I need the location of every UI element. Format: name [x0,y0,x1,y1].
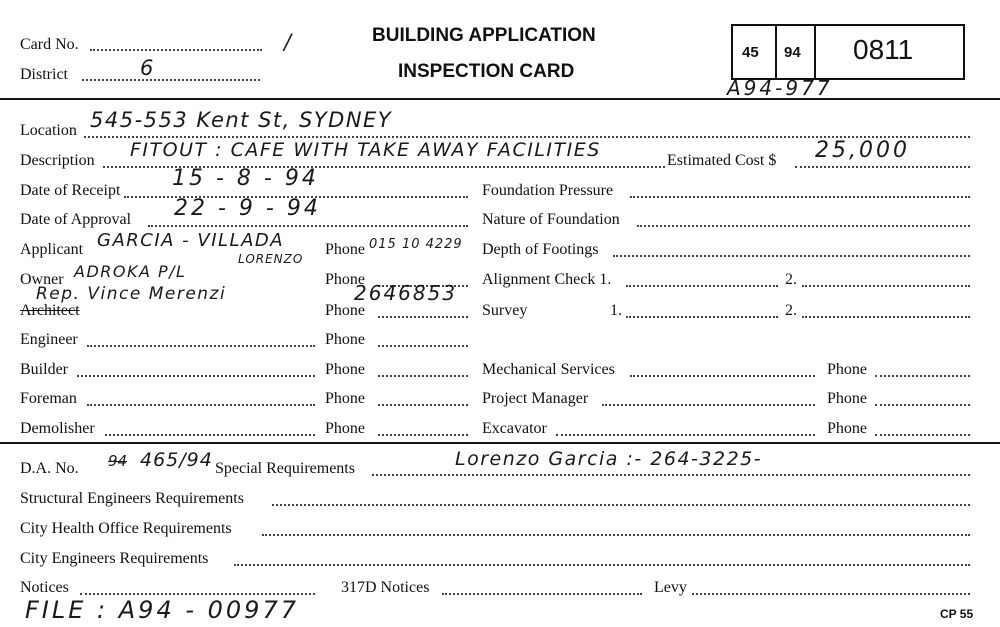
special-req-value: Lorenzo Garcia :- 264-3225- [455,448,763,470]
builder-phone-label: Phone [325,361,365,378]
demolisher-phone-line [378,434,468,436]
nature-foundation-label: Nature of Foundation [482,211,620,228]
notices-317d-label: 317D Notices [341,579,430,596]
city-health-label: City Health Office Requirements [20,520,232,537]
da-no-value: 465/94 [140,449,213,471]
demolisher-phone-label: Phone [325,420,365,437]
notices-label: Notices [20,579,69,596]
foreman-phone-line [378,404,468,406]
architect-phone-line [378,316,468,318]
notices-line [80,593,315,595]
estimated-cost-value: 25,000 [815,138,910,163]
owner-label: Owner [20,271,64,288]
project-manager-line [602,404,815,406]
structural-line [272,504,970,506]
survey-1: 1. [610,302,622,319]
alignment-check-line-1 [626,285,778,287]
engineer-phone-line [378,345,468,347]
owner-phone-value: 2646853 [354,281,458,305]
city-eng-line [234,564,970,566]
card-title-line1: BUILDING APPLICATION [372,25,596,46]
card-no-label: Card No. [20,36,79,53]
mech-phone-label: Phone [827,361,867,378]
district-label: District [20,66,68,83]
builder-phone-line [378,375,468,377]
card-title-line2: INSPECTION CARD [398,61,575,82]
card-no-line [90,49,262,51]
survey-line-1 [626,316,778,318]
district-value: 6 [140,56,155,80]
mech-phone-line [875,375,970,377]
exc-phone-line [875,434,970,436]
pm-phone-label: Phone [827,390,867,407]
special-req-label: Special Requirements [215,460,355,477]
location-value: 545-553 Kent St, SYDNEY [90,108,393,132]
applicant-extra: LORENZO [238,252,304,266]
engineer-phone-label: Phone [325,331,365,348]
ref-handwritten: A94-977 [727,76,833,100]
applicant-label: Applicant [20,241,84,258]
card-number-box [731,24,965,80]
survey-2: 2. [785,302,797,319]
demolisher-line [105,434,315,436]
applicant-phone-value: 015 10 4229 [369,237,463,252]
estimated-cost-line [795,166,970,168]
foreman-label: Foreman [20,390,77,407]
owner-value: ADROKA P/L [74,262,187,281]
architect-phone-label: Phone [325,302,365,319]
engineer-line [87,345,315,347]
alignment-check-line-2 [802,285,970,287]
exc-phone-label: Phone [827,420,867,437]
architect-value: Rep. Vince Merenzi [36,284,227,304]
levy-label: Levy [654,579,687,596]
excavator-line [556,434,815,436]
box-divider-1 [775,24,777,78]
location-label: Location [20,122,77,139]
box-divider-2 [814,24,816,78]
pm-phone-line [875,404,970,406]
alignment-check-2: 2. [785,271,797,288]
rule-top [0,98,1000,100]
demolisher-label: Demolisher [20,420,95,437]
foreman-line [87,404,315,406]
survey-line-2 [802,316,970,318]
file-handwritten: FILE : A94 - 00977 [25,596,299,624]
foreman-phone-label: Phone [325,390,365,407]
alignment-check-label: Alignment Check 1. [482,271,612,288]
mech-services-label: Mechanical Services [482,361,615,378]
excavator-label: Excavator [482,420,547,437]
box-number: 0811 [853,34,914,65]
da-no-struck: 94 [108,452,128,470]
date-approval-label: Date of Approval [20,211,132,228]
applicant-phone-label: Phone [325,241,365,258]
description-value: FITOUT : CAFE WITH TAKE AWAY FACILITIES [130,139,601,161]
date-approval-line [148,225,468,227]
owner-phone-label: Phone [325,271,365,288]
applicant-value: GARCIA - VILLADA [97,230,285,251]
depth-footings-label: Depth of Footings [482,241,599,258]
nature-foundation-line [637,225,970,227]
special-req-line [372,474,970,476]
box-code-1: 45 [742,44,759,61]
builder-line [77,375,315,377]
structural-label: Structural Engineers Requirements [20,490,244,507]
date-approval-value: 22 - 9 - 94 [174,196,321,221]
rule-middle [0,442,1000,444]
foundation-pressure-line [630,196,970,198]
date-receipt-label: Date of Receipt [20,182,121,199]
builder-label: Builder [20,361,68,378]
depth-footings-line [613,255,970,257]
estimated-cost-label: Estimated Cost $ [667,152,777,169]
project-manager-label: Project Manager [482,390,589,407]
date-receipt-value: 15 - 8 - 94 [172,166,319,191]
city-eng-label: City Engineers Requirements [20,550,209,567]
survey-label: Survey [482,302,528,319]
form-code: CP 55 [940,607,974,621]
foundation-pressure-label: Foundation Pressure [482,182,614,199]
city-health-line [262,534,970,536]
levy-line [692,593,970,595]
card-no-value: / [284,30,293,54]
box-code-2: 94 [784,44,801,61]
architect-label: Architect [20,302,80,319]
notices-317d-line [442,593,642,595]
engineer-label: Engineer [20,331,78,348]
description-label: Description [20,152,95,169]
mech-services-line [630,375,815,377]
district-line [82,79,260,81]
da-no-label: D.A. No. [20,460,79,477]
